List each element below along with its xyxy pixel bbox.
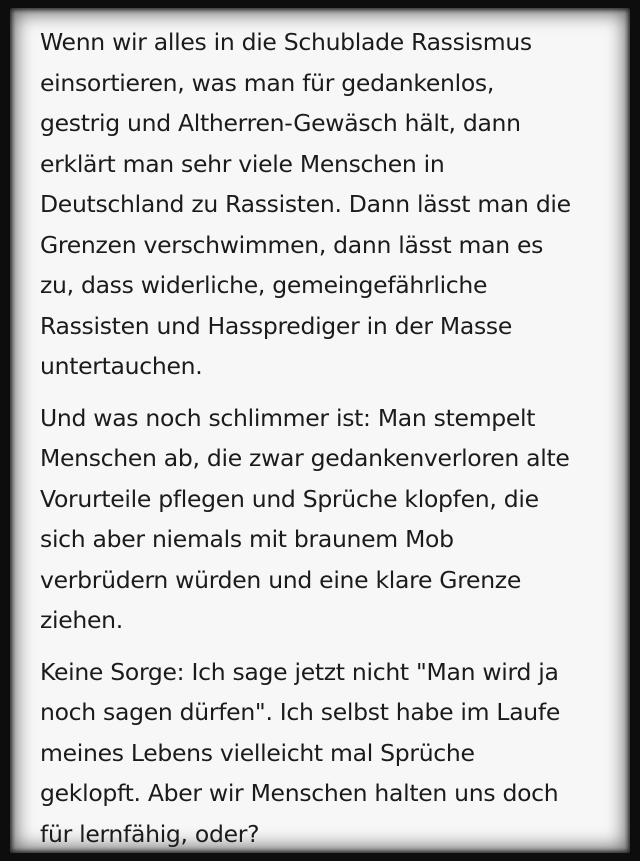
article-text — [40, 22, 600, 854]
paragraph-1: Wenn wir alles in die Schublade Rassismus einsortieren, was man für gedankenlos, gestrig und Altherren-Gewäsch hält, dann erklärt man sehr viele Menschen in Deutschland zu Rassisten. Dann lässt man die Grenzen verschwimmen, dann lässt man es zu, dass widerliche, gemeingefährliche Rassisten und Hassprediger in der Masse untertauchen. — [40, 28, 571, 380]
paragraph-3: Keine Sorge: Ich sage jetzt nicht "Man wird ja noch sagen dürfen". Ich selbst habe im Laufe meines Lebens vielleicht mal Sprüche geklopft. Aber wir Menschen halten uns doch für lernfähig, oder? — [40, 657, 561, 848]
paragraph-2: Und was noch schlimmer ist: Man stempelt Menschen ab, die zwar gedankenverloren alte Vorurteile pflegen und Sprüche klopfen, die sich aber niemals mit braunem Mob verbrüdern würden und eine klare Grenze ziehen. — [40, 403, 570, 634]
